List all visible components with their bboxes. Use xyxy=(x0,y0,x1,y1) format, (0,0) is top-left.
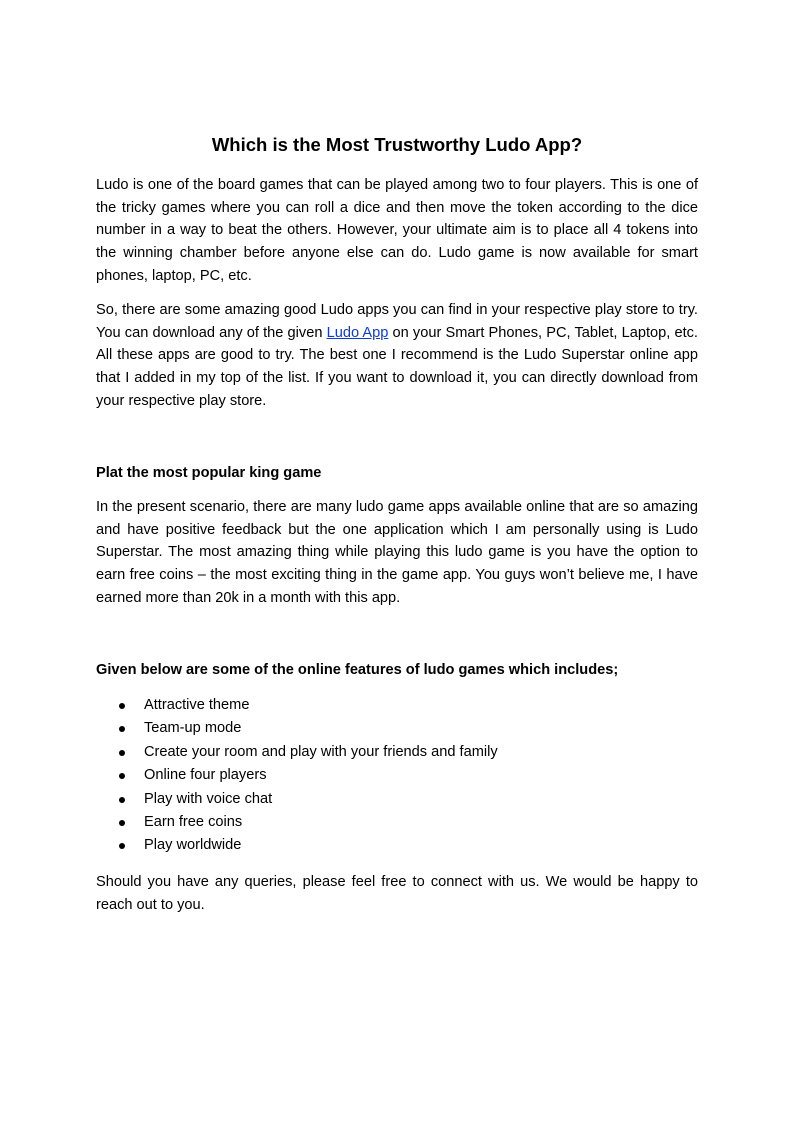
feature-label: Play with voice chat xyxy=(144,790,273,807)
bullet-icon xyxy=(119,773,125,779)
bullet-icon xyxy=(119,820,125,826)
apps-paragraph xyxy=(96,299,698,413)
bullet-icon xyxy=(119,750,125,756)
closing-paragraph: Should you have any queries, please feel free to connect with us. We would be happy to reach out to you. xyxy=(96,874,698,913)
apps-paragraph-text-before: So, there are some amazing good Ludo apps you can find in your respective play store to try. You can download any of the given xyxy=(96,302,698,341)
list-item xyxy=(96,811,698,834)
list-item xyxy=(96,788,698,811)
feature-label: Play worldwide xyxy=(144,837,242,854)
features-list xyxy=(96,694,698,858)
feature-label: Create your room and play with your friends and family xyxy=(144,743,498,760)
section-heading-features: Given below are some of the online features of ludo games which includes; xyxy=(96,662,619,678)
list-item xyxy=(96,694,698,717)
feature-label: Earn free coins xyxy=(144,813,243,830)
bullet-icon xyxy=(119,726,125,732)
popular-game-paragraph: In the present scenario, there are many ludo game apps available online that are so amazing and have positive feedback but the one application which I am personally using is Ludo Superstar. The most amazing thing while playing this ludo game is you have the option to earn free coins – the most exciting thing in the game app. You guys won’t believe me, I have earned more than 20k in a month with this app. xyxy=(96,499,698,606)
section-heading-popular-game: Plat the most popular king game xyxy=(96,465,322,481)
bullet-icon xyxy=(119,843,125,849)
intro-paragraph: Ludo is one of the board games that can be played among two to four players. This is one of the tricky games where you can roll a dice and then move the token according to the dice number in a way to beat the others. However, your ultimate aim is to place all 4 tokens into the winning chamber before anyone else can do. Ludo game is now available for smart phones, laptop, PC, etc. xyxy=(96,177,698,284)
feature-label: Online four players xyxy=(144,767,267,784)
ludo-app-link[interactable]: Ludo App xyxy=(326,324,389,341)
bullet-icon xyxy=(119,703,125,709)
feature-label: Attractive theme xyxy=(144,697,250,713)
apps-paragraph-text-after: on your Smart Phones, PC, Tablet, Laptop, etc. All these apps are good to try. The best one I recommend is the Ludo Superstar online app that I added in my top of the list. If you want to download it, you can directly download from your respective play store. xyxy=(96,324,698,409)
list-item xyxy=(96,764,698,787)
page-title: Which is the Most Trustworthy Ludo App? xyxy=(211,134,583,155)
bullet-icon xyxy=(119,797,125,803)
list-item xyxy=(96,834,698,857)
list-item xyxy=(96,741,698,764)
list-item xyxy=(96,717,698,740)
feature-label: Team-up mode xyxy=(144,720,242,737)
